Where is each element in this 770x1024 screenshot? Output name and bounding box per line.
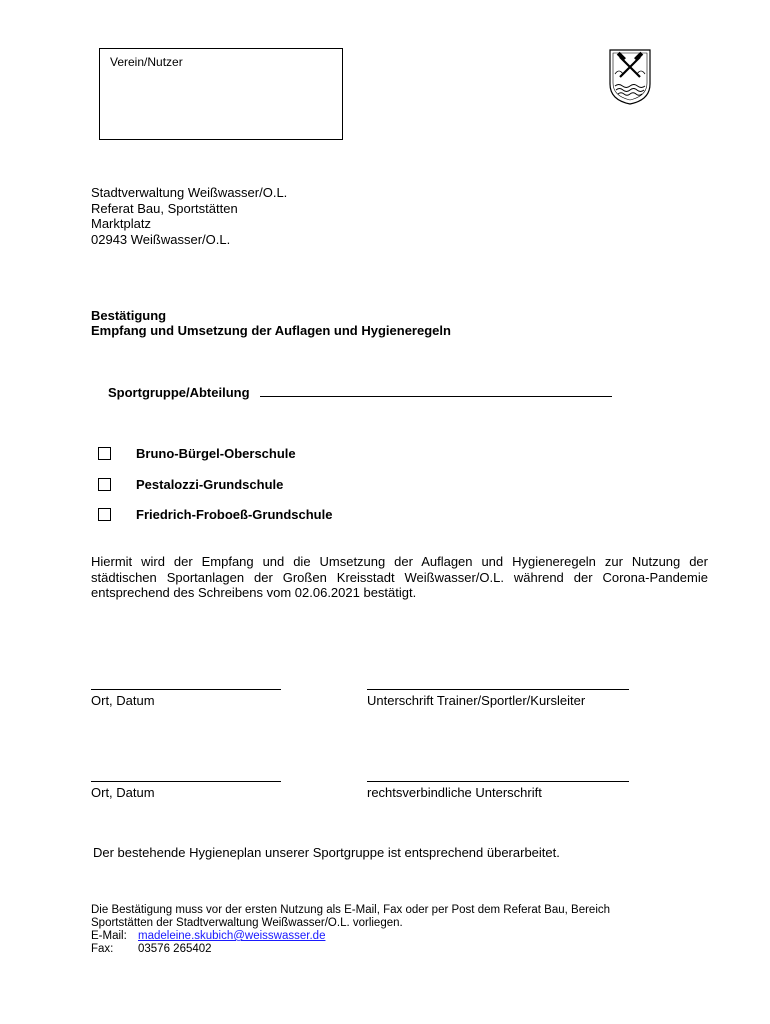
address-line: Stadtverwaltung Weißwasser/O.L. bbox=[91, 185, 288, 200]
sport-group-input[interactable] bbox=[260, 384, 612, 397]
footer-fax-row bbox=[91, 943, 610, 956]
school-option bbox=[98, 446, 296, 461]
school-label: Pestalozzi-Grundschule bbox=[136, 477, 284, 492]
school-checkbox[interactable] bbox=[98, 478, 111, 491]
school-checkbox[interactable] bbox=[98, 447, 111, 460]
address-line: Referat Bau, Sportstätten bbox=[91, 200, 238, 216]
legal-signature-line[interactable] bbox=[367, 781, 629, 782]
place-date-label: Ort, Datum bbox=[91, 785, 155, 800]
user-box-label: Verein/Nutzer bbox=[110, 55, 183, 69]
email-link[interactable]: madeleine.skubich@weisswasser.de bbox=[138, 930, 326, 942]
coat-of-arms-icon bbox=[608, 48, 652, 106]
school-checkbox[interactable] bbox=[98, 508, 111, 521]
place-date-label: Ort, Datum bbox=[91, 693, 155, 708]
fax-label: Fax: bbox=[91, 943, 114, 955]
school-option bbox=[98, 477, 283, 492]
school-option bbox=[98, 507, 332, 522]
date-signature-line[interactable] bbox=[91, 781, 281, 782]
fax-number: 03576 265402 bbox=[138, 943, 212, 955]
title-subtitle: Empfang und Umsetzung der Auflagen und Hygieneregeln bbox=[91, 323, 451, 338]
document-title bbox=[91, 308, 451, 338]
user-box bbox=[99, 48, 343, 140]
footer-line: Sportstätten der Stadtverwaltung Weißwasser/O.L. vorliegen. bbox=[91, 917, 403, 929]
email-label: E-Mail: bbox=[91, 930, 127, 942]
footer-line: Die Bestätigung muss vor der ersten Nutzung als E-Mail, Fax oder per Post dem Referat Bau, Bereich bbox=[91, 904, 611, 916]
confirmation-paragraph: Hiermit wird der Empfang und die Umsetzung der Auflagen und Hygieneregeln zur Nutzung der städtischen Sportanlagen der Großen Kreisstadt Weißwasser/O.L. während der Corona-Pandemie entsprechend des Schreibens vom 02.06.2021 bestätigt. bbox=[91, 554, 708, 600]
footer-email-row bbox=[91, 930, 610, 943]
hygiene-statement: Der bestehende Hygieneplan unserer Sportgruppe ist entsprechend überarbeitet. bbox=[93, 845, 560, 860]
title-line: Bestätigung bbox=[91, 308, 167, 323]
address-line: 02943 Weißwasser/O.L. bbox=[91, 231, 231, 247]
sport-group-label: Sportgruppe/Abteilung bbox=[108, 385, 250, 400]
school-label: Bruno-Bürgel-Oberschule bbox=[136, 446, 296, 461]
address-line: Marktplatz bbox=[91, 216, 151, 231]
trainer-signature-label: Unterschrift Trainer/Sportler/Kursleiter bbox=[367, 693, 586, 708]
trainer-signature-line[interactable] bbox=[367, 689, 629, 690]
recipient-address bbox=[91, 185, 287, 247]
sport-group-field bbox=[108, 384, 612, 400]
school-label: Friedrich-Froboeß-Grundschule bbox=[136, 507, 333, 522]
footer-notice bbox=[91, 904, 610, 956]
legal-signature-label: rechtsverbindliche Unterschrift bbox=[367, 785, 542, 800]
date-signature-line[interactable] bbox=[91, 689, 281, 690]
